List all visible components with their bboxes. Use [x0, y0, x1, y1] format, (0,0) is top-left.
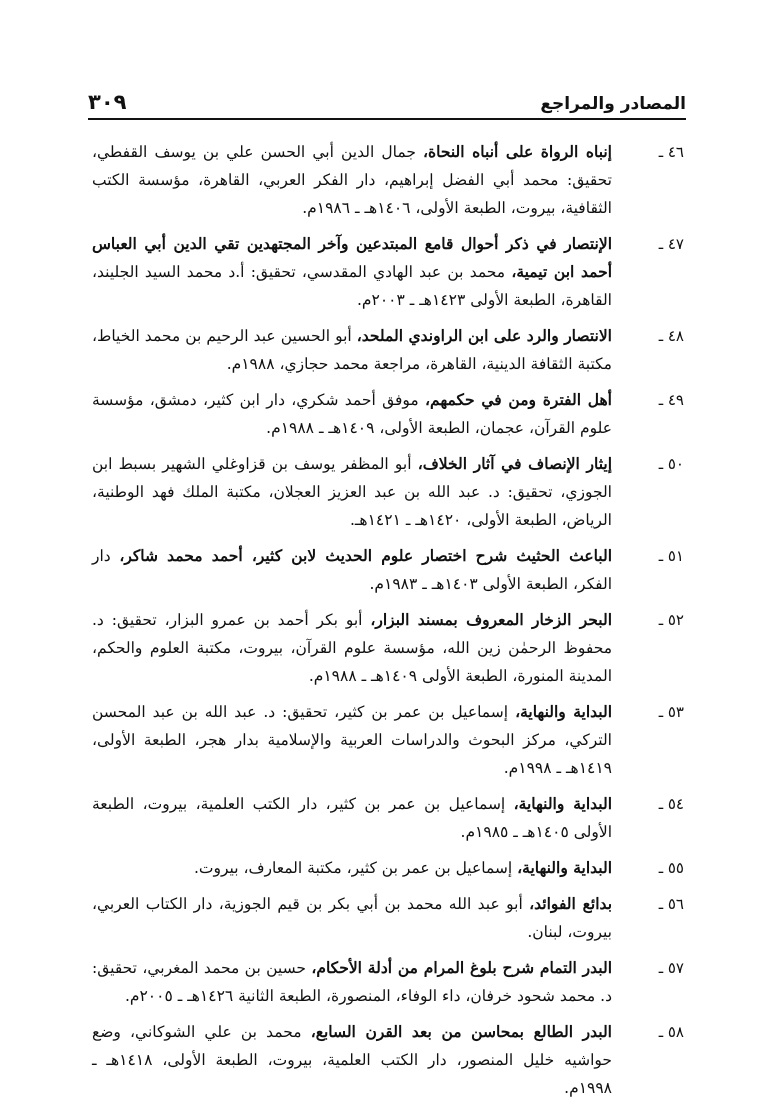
header-rule	[88, 118, 686, 120]
reference-number: ٥٣ ـ	[658, 703, 684, 721]
reference-item	[92, 790, 684, 846]
reference-item	[92, 138, 684, 222]
reference-title: البداية والنهاية،	[517, 858, 612, 877]
reference-title: البدر الطالع بمحاسن من بعد القرن السابع،	[310, 1022, 612, 1041]
reference-item	[92, 606, 684, 690]
reference-details: إسماعيل بن عمر بن كثير، دار الكتب العلمية، بيروت، الطبعة الأولى ١٤٠٥هـ ـ ١٩٨٥م.	[92, 795, 612, 841]
reference-number: ٥٧ ـ	[658, 959, 684, 977]
reference-title: البدر التمام شرح بلوغ المرام من أدلة الأحكام،	[311, 958, 612, 977]
reference-item	[92, 954, 684, 1010]
reference-title: الباعث الحثيث شرح اختصار علوم الحديث لابن كثير، أحمد محمد شاكر،	[119, 546, 612, 565]
reference-number: ٥٨ ـ	[658, 1023, 684, 1041]
reference-item	[92, 230, 684, 314]
reference-title: البداية والنهاية،	[515, 702, 613, 721]
reference-number: ٥٦ ـ	[658, 895, 684, 913]
reference-details: أبو بكر أحمد بن عمرو البزار، تحقيق: د. محفوظ الرحمٰن زين الله، مؤسسة علوم القرآن، بيروت، مكتبة العلوم والحكم، المدينة المنورة، الطبعة الأولى ١٤٠٩هـ ـ ١٩٨٨م.	[92, 611, 612, 685]
reference-title: بدائع الفوائد،	[529, 894, 613, 913]
reference-number: ٥٠ ـ	[658, 455, 684, 473]
reference-item	[92, 542, 684, 598]
reference-title: الانتصار والرد على ابن الراوندي الملحد،	[356, 326, 612, 345]
reference-list	[92, 138, 684, 1110]
reference-details: محمد بن عبد الهادي المقدسي، تحقيق: أ.د محمد السيد الجليند، القاهرة، الطبعة الأولى ١٤٢٣هـ ـ ٢٠٠٣م.	[92, 263, 612, 309]
reference-title: البحر الزخار المعروف بمسند البزار،	[370, 610, 612, 629]
reference-number: ٤٩ ـ	[658, 391, 684, 409]
reference-number: ٤٦ ـ	[658, 143, 684, 161]
reference-title: أهل الفترة ومن في حكمهم،	[425, 390, 612, 409]
reference-details: موفق أحمد شكري، دار ابن كثير، دمشق، مؤسسة علوم القرآن، عجمان، الطبعة الأولى، ١٤٠٩هـ ـ ١٩٨٨م.	[92, 391, 612, 437]
reference-item	[92, 890, 684, 946]
reference-details: دار الفكر، الطبعة الأولى ١٤٠٣هـ ـ ١٩٨٣م.	[92, 547, 612, 593]
reference-item	[92, 322, 684, 378]
reference-item	[92, 1018, 684, 1102]
reference-details: حسين بن محمد المغربي، تحقيق: د. محمد شحود خرفان، داء الوفاء، المنصورة، الطبعة الثانية ١٤٢٦هـ ـ ٢٠٠٥م.	[92, 959, 612, 1005]
reference-details: جمال الدين أبي الحسن علي بن يوسف القفطي، تحقيق: محمد أبي الفضل إبراهيم، دار الفكر العربي، القاهرة، مؤسسة الكتب الثقافية، بيروت، الطبعة الأولى، ١٤٠٦هـ ـ ١٩٨٦م.	[92, 143, 612, 217]
reference-details: أبو عبد الله محمد بن أبي بكر بن قيم الجوزية، دار الكتاب العربي، بيروت، لبنان.	[92, 895, 612, 941]
reference-number: ٤٨ ـ	[658, 327, 684, 345]
reference-details: إسماعيل بن عمر بن كثير، تحقيق: د. عبد الله بن عبد المحسن التركي، مركز البحوث والدراسات العربية والإسلامية بدار هجر، الطبعة الأولى، ١٤١٩هـ ـ ١٩٩٨م.	[92, 703, 612, 777]
reference-number: ٥١ ـ	[658, 547, 684, 565]
reference-item	[92, 854, 684, 882]
reference-number: ٥٢ ـ	[658, 611, 684, 629]
section-title: المصادر والمراجع	[540, 94, 686, 114]
reference-number: ٤٧ ـ	[658, 235, 684, 253]
page-number: ٣٠٩	[88, 90, 127, 114]
reference-details: أبو الحسين عبد الرحيم بن محمد الخياط، مكتبة الثقافة الدينية، القاهرة، مراجعة محمد حجازي، ١٩٨٨م.	[92, 327, 612, 373]
reference-title: إنباه الرواة على أنباه النحاة،	[423, 142, 612, 161]
reference-details: إسماعيل بن عمر بن كثير، مكتبة المعارف، بيروت.	[193, 859, 518, 877]
reference-title: الإنتصار في ذكر أحوال قامع المبتدعين وآخر المجتهدين تقي الدين أبي العباس أحمد ابن تيمية،	[92, 234, 613, 281]
reference-item	[92, 698, 684, 782]
reference-number: ٥٥ ـ	[658, 859, 684, 877]
running-header	[88, 84, 686, 114]
reference-title: البداية والنهاية،	[513, 794, 612, 813]
reference-details: محمد بن علي الشوكاني، وضع حواشيه خليل المنصور، دار الكتب العلمية، بيروت، الطبعة الأولى، ١٤١٨هـ ـ ١٩٩٨م.	[92, 1023, 612, 1097]
reference-details: أبو المظفر يوسف بن قزاوغلي الشهير بسبط ابن الجوزي، تحقيق: د. عبد الله بن عبد العزيز العجلان، مكتبة الملك فهد الوطنية، الرياض، الطبعة الأولى، ١٤٢٠هـ ـ ١٤٢١هـ.	[92, 455, 612, 529]
reference-item	[92, 450, 684, 534]
reference-title: إيثار الإنصاف في آثار الخلاف،	[417, 454, 612, 473]
reference-item	[92, 386, 684, 442]
reference-number: ٥٤ ـ	[658, 795, 684, 813]
